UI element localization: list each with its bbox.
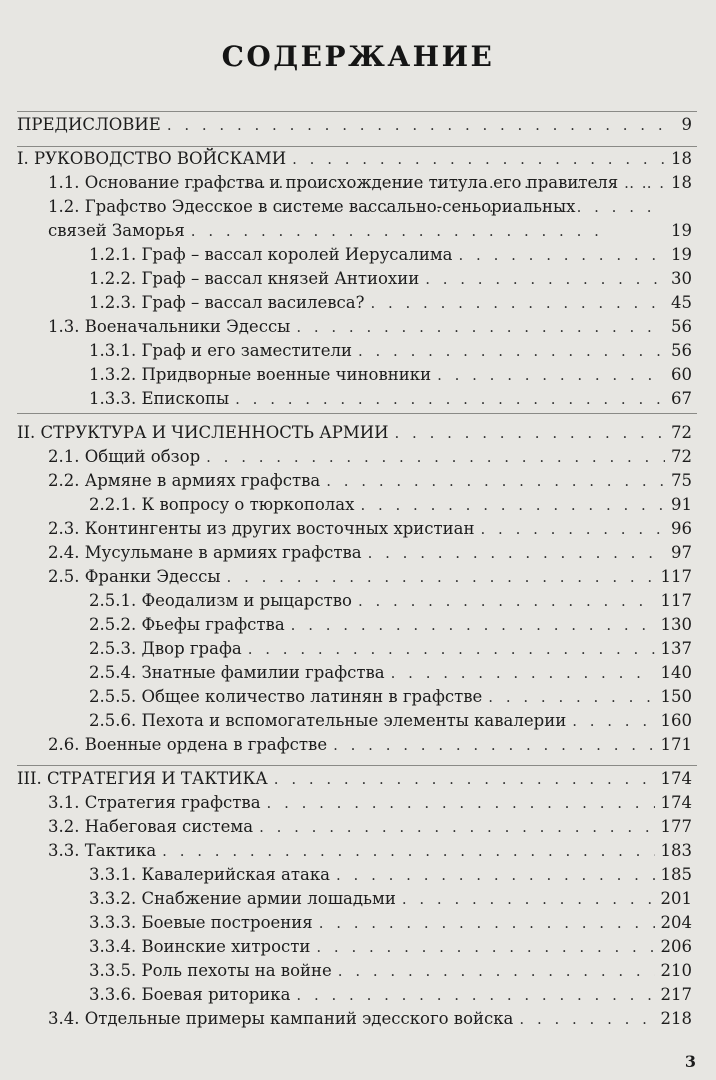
section-divider bbox=[17, 146, 697, 147]
leader-dots bbox=[437, 363, 665, 387]
leader-dots bbox=[291, 613, 655, 637]
toc-entry-preface bbox=[0, 113, 716, 137]
leader-dots bbox=[259, 815, 654, 839]
toc-entry-label: 2.5.5. Общее количество латинян в графстве bbox=[89, 687, 483, 706]
leader-dots bbox=[358, 589, 655, 613]
toc-entry-label: 3.3. Тактика bbox=[48, 841, 157, 860]
leader-dots bbox=[519, 1007, 654, 1031]
toc-entry-page: 140 bbox=[660, 663, 692, 682]
leader-dots bbox=[358, 339, 665, 363]
leader-dots bbox=[235, 387, 665, 411]
toc-entry-part-3 bbox=[0, 767, 716, 791]
toc-entry-page: 137 bbox=[660, 639, 692, 658]
toc-entry-label: 1.3.1. Граф и его заместители bbox=[89, 341, 352, 360]
toc-entry-label: 3.2. Набеговая система bbox=[48, 817, 254, 836]
toc-entry bbox=[0, 267, 716, 291]
toc-entry bbox=[0, 959, 716, 983]
toc-entry-page: 19 bbox=[671, 221, 692, 240]
toc-entry bbox=[0, 815, 716, 839]
leader-dots bbox=[402, 887, 655, 911]
toc-entry-page: 218 bbox=[660, 1009, 692, 1028]
toc-entry-label: 2.5. Франки Эдессы bbox=[48, 567, 221, 586]
leader-dots bbox=[167, 113, 676, 137]
toc-entry-label: 2.2. Армяне в армиях графства bbox=[48, 471, 321, 490]
toc-entry bbox=[0, 661, 716, 685]
toc-entry-page: 9 bbox=[681, 115, 692, 134]
toc-entry-page: 150 bbox=[660, 687, 692, 706]
toc-entry-label: 2.5.4. Знатные фамилии графства bbox=[89, 663, 385, 682]
toc-entry-label: 3.3.6. Боевая риторика bbox=[89, 985, 291, 1004]
toc-entry-page: 185 bbox=[660, 865, 692, 884]
leader-dots bbox=[267, 791, 655, 815]
toc-entry-label: 2.5.2. Фьефы графства bbox=[89, 615, 285, 634]
leader-dots bbox=[316, 935, 654, 959]
toc-entry-label: 2.4. Мусульмане в армиях графства bbox=[48, 543, 362, 562]
section-divider bbox=[17, 413, 697, 414]
toc-entry-page: 96 bbox=[671, 519, 692, 538]
toc-entry-page: 117 bbox=[660, 567, 692, 586]
toc-entry-label: 1.2.3. Граф – вассал василевса? bbox=[89, 293, 365, 312]
toc-entry bbox=[0, 733, 716, 757]
toc-entry-label: 1.2.1. Граф – вассал королей Иерусалима bbox=[89, 245, 453, 264]
leader-dots bbox=[206, 445, 665, 469]
toc-entry bbox=[0, 291, 716, 315]
toc-entry-page: 183 bbox=[660, 841, 692, 860]
toc-entry-page: 72 bbox=[671, 423, 692, 442]
toc-entry bbox=[0, 887, 716, 911]
toc-entry-label: II. СТРУКТУРА И ЧИСЛЕННОСТЬ АРМИИ bbox=[17, 423, 389, 442]
toc-entry-multiline bbox=[0, 195, 716, 243]
toc-entry bbox=[0, 935, 716, 959]
page-number: 3 bbox=[684, 1052, 696, 1071]
toc-entry-page: 75 bbox=[671, 471, 692, 490]
leader-dots bbox=[296, 315, 665, 339]
toc-entry-part-1 bbox=[0, 147, 716, 171]
toc-entry-page: 56 bbox=[671, 341, 692, 360]
toc-entry-page: 72 bbox=[671, 447, 692, 466]
toc-entry-label: 3.1. Стратегия графства bbox=[48, 793, 261, 812]
leader-dots bbox=[162, 839, 654, 863]
toc-entry bbox=[0, 863, 716, 887]
toc-entry-page: 217 bbox=[660, 985, 692, 1004]
toc-entry bbox=[0, 589, 716, 613]
leader-dots bbox=[391, 661, 655, 685]
toc-entry bbox=[0, 685, 716, 709]
leader-dots bbox=[333, 733, 654, 757]
toc-entry-label: 3.3.3. Боевые построения bbox=[89, 913, 313, 932]
toc-entry-page: 171 bbox=[660, 735, 692, 754]
toc-entry bbox=[0, 565, 716, 589]
toc-entry bbox=[0, 613, 716, 637]
leader-dots bbox=[572, 709, 654, 733]
toc-entry-page: 174 bbox=[660, 769, 692, 788]
section-divider bbox=[17, 111, 697, 112]
leader-dots bbox=[338, 959, 655, 983]
leader-dots bbox=[274, 767, 655, 791]
leader-dots bbox=[319, 911, 655, 935]
toc-entry-label-line2: связей Заморья bbox=[48, 221, 185, 240]
leader-dots bbox=[425, 267, 665, 291]
toc-entry bbox=[0, 709, 716, 733]
toc-entry bbox=[0, 839, 716, 863]
leader-dots bbox=[488, 685, 654, 709]
toc-entry-page: 18 bbox=[671, 173, 692, 192]
leader-dots bbox=[395, 421, 665, 445]
toc-entry-label: 3.3.5. Роль пехоты на войне bbox=[89, 961, 332, 980]
leader-dots bbox=[296, 983, 654, 1007]
toc-entry bbox=[0, 315, 716, 339]
leader-dots bbox=[368, 541, 665, 565]
toc-entry-page: 56 bbox=[671, 317, 692, 336]
toc-entry-label: 3.3.2. Снабжение армии лошадьми bbox=[89, 889, 396, 908]
toc-entry-page: 45 bbox=[671, 293, 692, 312]
toc-entry-label: 2.5.3. Двор графа bbox=[89, 639, 242, 658]
section-divider bbox=[17, 765, 697, 766]
toc-entry-page: 160 bbox=[660, 711, 692, 730]
toc-entry-page: 201 bbox=[660, 889, 692, 908]
toc-entry-page: 117 bbox=[660, 591, 692, 610]
toc-entry-page: 204 bbox=[660, 913, 692, 932]
toc-entry bbox=[0, 637, 716, 661]
toc-entry-part-2 bbox=[0, 421, 716, 445]
toc-entry-page: 30 bbox=[671, 269, 692, 288]
toc-entry-label: 2.5.1. Феодализм и рыцарство bbox=[89, 591, 352, 610]
toc-entry bbox=[0, 517, 716, 541]
toc-entry-label: 2.5.6. Пехота и вспомогательные элементы кавалерии bbox=[89, 711, 567, 730]
page-title: СОДЕРЖАНИЕ bbox=[221, 40, 495, 73]
toc-entry bbox=[0, 541, 716, 565]
toc-entry-page: 60 bbox=[671, 365, 692, 384]
toc-entry-label: 3.3.1. Кавалерийская атака bbox=[89, 865, 331, 884]
toc-entry-label: 1.3.3. Епископы bbox=[89, 389, 230, 408]
leader-dots bbox=[227, 565, 655, 589]
toc-entry-page: 19 bbox=[671, 245, 692, 264]
toc-entry bbox=[0, 911, 716, 935]
toc-entry bbox=[0, 339, 716, 363]
toc-entry-label: 1.1. Основание графства и происхождение титула его правителя bbox=[48, 173, 619, 192]
leader-dots bbox=[336, 863, 654, 887]
toc-entry-label: 2.2.1. К вопросу о тюркополах bbox=[89, 495, 355, 514]
toc-entry bbox=[0, 363, 716, 387]
leader-dots bbox=[481, 517, 665, 541]
leader-dots bbox=[292, 147, 665, 171]
toc-entry-page: 91 bbox=[671, 495, 692, 514]
toc-entry-label: 2.1. Общий обзор bbox=[48, 447, 201, 466]
toc-entry-label: III. СТРАТЕГИЯ И ТАКТИКА bbox=[17, 769, 268, 788]
toc-entry-page: 177 bbox=[660, 817, 692, 836]
leader-dots bbox=[326, 469, 665, 493]
toc-entry-label: ПРЕДИСЛОВИЕ bbox=[17, 115, 161, 134]
toc-entry-page: 174 bbox=[660, 793, 692, 812]
toc-entry-page: 67 bbox=[671, 389, 692, 408]
table-of-contents bbox=[0, 113, 716, 1031]
toc-entry-label: 1.3.2. Придворные военные чиновники bbox=[89, 365, 432, 384]
toc-entry bbox=[0, 445, 716, 469]
toc-entry-label: 1.3. Военачальники Эдессы bbox=[48, 317, 291, 336]
toc-entry-label: 3.4. Отдельные примеры кампаний эдесского войска bbox=[48, 1009, 514, 1028]
leader-dots bbox=[360, 493, 665, 517]
toc-entry-page: 18 bbox=[671, 149, 692, 168]
toc-entry bbox=[0, 493, 716, 517]
leader-dots bbox=[370, 291, 665, 315]
toc-entry-page: 210 bbox=[660, 961, 692, 980]
toc-entry-label-line1: 1.2. Графство Эдесское в системе вассально-сеньориальных bbox=[48, 197, 576, 216]
toc-entry bbox=[0, 387, 716, 411]
toc-entry-page: 130 bbox=[660, 615, 692, 634]
leader-dots bbox=[248, 637, 655, 661]
toc-entry bbox=[0, 983, 716, 1007]
toc-entry-label: 2.3. Контингенты из других восточных христиан bbox=[48, 519, 475, 538]
toc-entry-label: 3.3.4. Воинские хитрости bbox=[89, 937, 311, 956]
leader-dots bbox=[191, 171, 665, 243]
toc-entry-label: 1.2.2. Граф – вассал князей Антиохии bbox=[89, 269, 420, 288]
toc-entry-label: 2.6. Военные ордена в графстве bbox=[48, 735, 328, 754]
leader-dots bbox=[459, 243, 665, 267]
toc-entry bbox=[0, 243, 716, 267]
toc-entry-page: 97 bbox=[671, 543, 692, 562]
toc-entry bbox=[0, 469, 716, 493]
toc-entry bbox=[0, 791, 716, 815]
toc-entry-label: I. РУКОВОДСТВО ВОЙСКАМИ bbox=[17, 149, 287, 168]
toc-entry bbox=[0, 1007, 716, 1031]
toc-entry-page: 206 bbox=[660, 937, 692, 956]
